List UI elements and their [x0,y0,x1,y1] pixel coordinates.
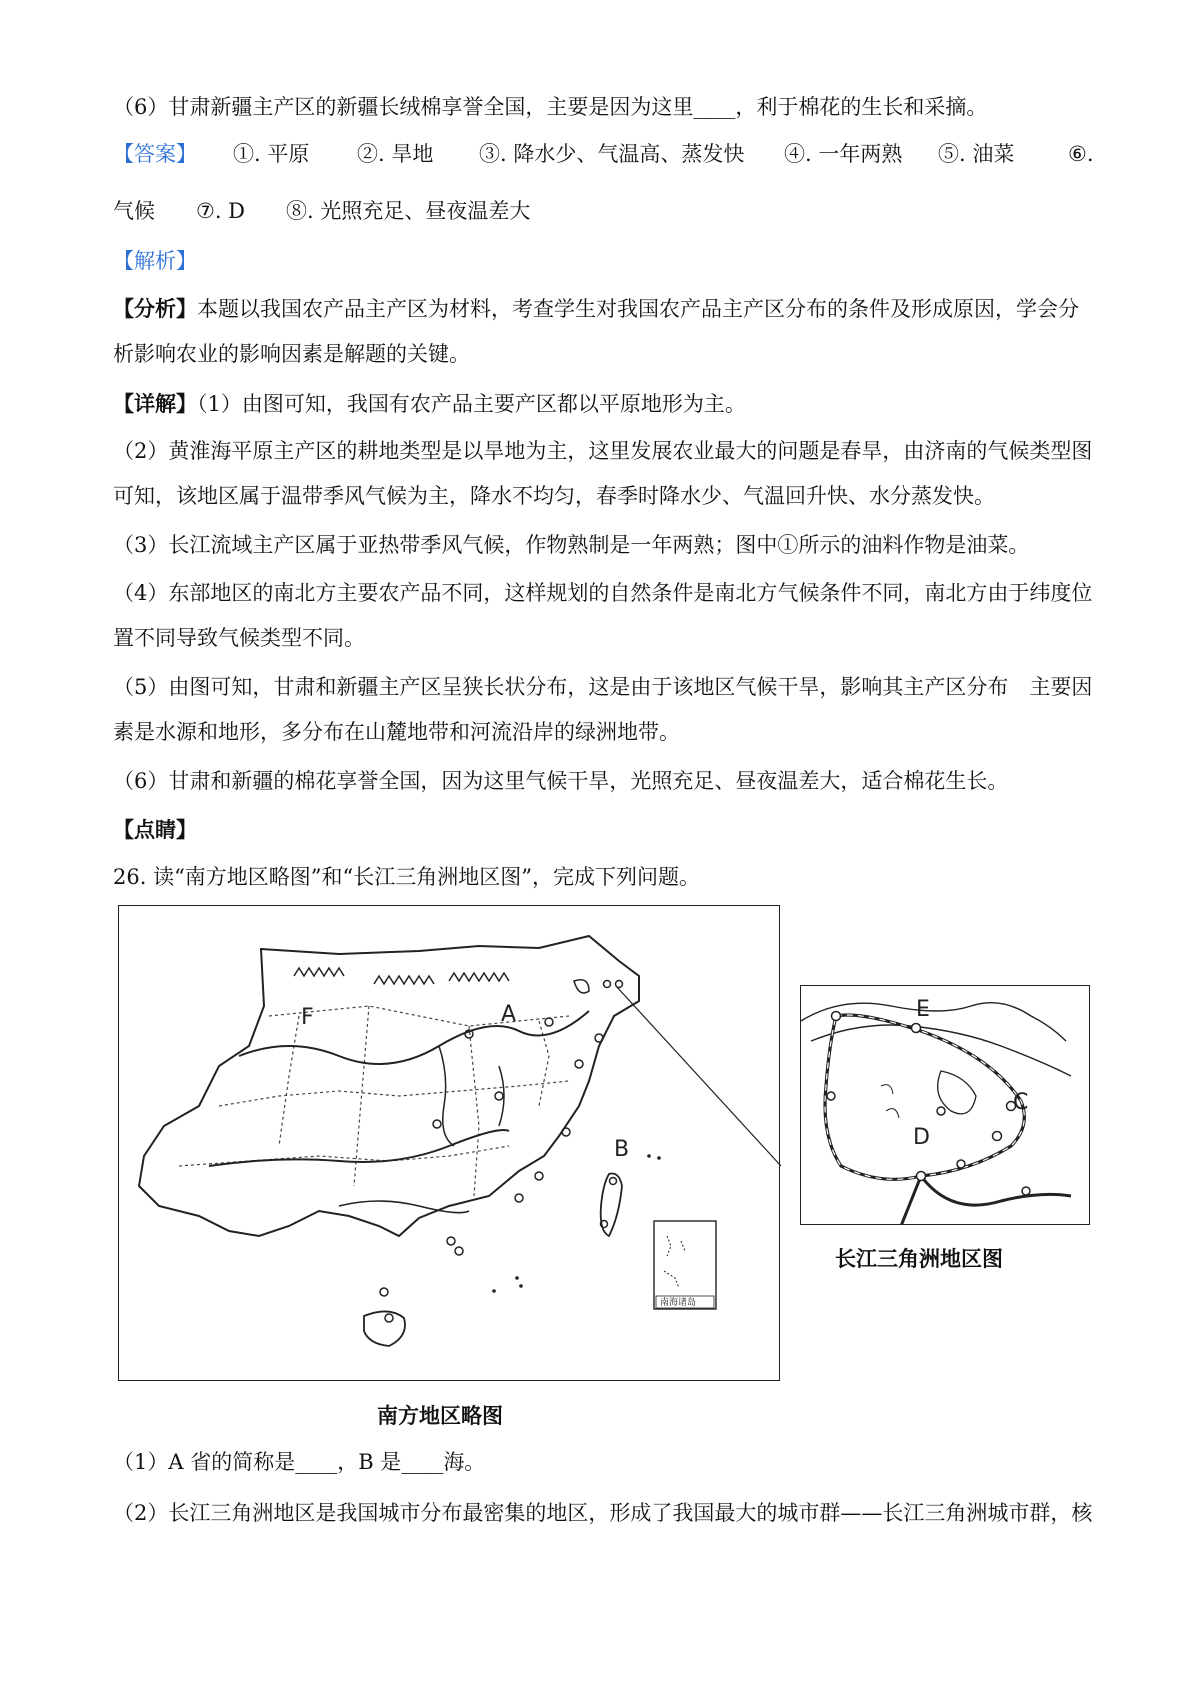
detail-line-1 [113,389,746,419]
answer-blank: ____ [401,1450,444,1474]
map-label-B: B [614,1137,630,1162]
fenxi-line-1 [113,294,1079,324]
analysis-tag: 【解析】 [113,249,197,273]
answer-item: ⑥. [1068,142,1094,166]
detail-p6: （6）甘肃和新疆的棉花享誉全国，因为这里气候干旱，光照充足、昼夜温差大，适合棉花生长。 [113,769,1009,793]
dianjing-tag: 【点睛】 [113,817,197,842]
south-sea-label: 南海诸岛 [660,1298,697,1308]
yangtze-delta-drawing [801,986,1090,1225]
detail-p5b: 素是水源和地形，多分布在山麓地带和河流沿岸的绿洲地带。 [113,720,680,744]
question-26-intro: 26. 读“南方地区略图”和“长江三角洲地区图”，完成下列问题。 [113,865,701,889]
answer-blank: ____ [693,95,736,119]
answer-item: ②. 旱地 [357,142,434,166]
answer-item: ⑦. D [196,199,246,223]
q26-1-text-b: ，B 是 [337,1450,402,1474]
answer-item: ①. 平原 [233,142,310,166]
map-inset-caption: 长江三角洲地区图 [835,1247,1003,1271]
detail-p4b: 置不同导致气候类型不同。 [113,626,365,650]
map-main-caption: 南方地区略图 [377,1404,503,1428]
detail-p1: （1）由图可知，我国有农产品主要产区都以平原地形为主。 [197,392,746,416]
inset-label-C: C [1013,1090,1029,1115]
question-26-1 [113,1447,485,1477]
map-label-A: A [501,1002,517,1027]
question-25-6 [113,92,987,122]
detail-tag: 【详解】 [113,391,197,416]
answer-tag: 【答案】 [113,142,197,166]
inset-label-E: E [916,997,930,1022]
q26-1-text-c: 海。 [443,1450,486,1474]
south-china-map-drawing [119,906,781,1382]
map-label-F: F [301,1005,314,1030]
q25-6-prefix: （6）甘肃新疆主产区的新疆长绒棉享誉全国，主要是因为这里 [113,95,694,119]
detail-p3: （3）长江流域主产区属于亚热带季风气候，作物熟制是一年两熟；图中①所示的油料作物是油菜。 [113,533,1030,557]
question-26-2: （2）长江三角洲地区是我国城市分布最密集的地区，形成了我国最大的城市群——长江三角洲城市群，核 [113,1501,1093,1525]
answer-item: ④. 一年两熟 [784,142,903,166]
detail-p4a: （4）东部地区的南北方主要农产品不同，这样规划的自然条件是南北方气候条件不同，南北方由于纬度位 [113,581,1093,605]
detail-p5a: （5）由图可知，甘肃和新疆主产区呈狭长状分布，这是由于该地区气候干旱，影响其主产区分布 主要因 [113,675,1093,699]
detail-p2b: 可知，该地区属于温带季风气候为主，降水不均匀，春季时降水少、气温回升快、水分蒸发快。 [113,484,995,508]
fenxi-tag: 【分析】 [113,296,197,321]
answer-blank: ____ [295,1450,338,1474]
detail-p2a: （2）黄淮海平原主产区的耕地类型是以旱地为主，这里发展农业最大的问题是春旱，由济南的气候类型图 [113,439,1093,463]
fenxi-text-2: 析影响农业的影响因素是解题的关键。 [113,342,470,366]
answer-item: 气候 [113,199,155,223]
answer-item: ⑧. 光照充足、昼夜温差大 [286,199,531,223]
inset-label-D: D [913,1125,930,1150]
answer-item: ⑤. 油菜 [938,142,1015,166]
answer-item: ③. 降水少、气温高、蒸发快 [479,142,745,166]
south-china-map [118,905,780,1381]
q25-6-suffix: ，利于棉花的生长和采摘。 [735,95,988,119]
yangtze-delta-map [800,985,1090,1225]
answer-line-1 [113,139,197,169]
fenxi-text-1: 本题以我国农产品主产区为材料，考查学生对我国农产品主产区分布的条件及形成原因，学会分 [197,297,1079,321]
q26-1-text-a: （1）A 省的简称是 [113,1450,296,1474]
